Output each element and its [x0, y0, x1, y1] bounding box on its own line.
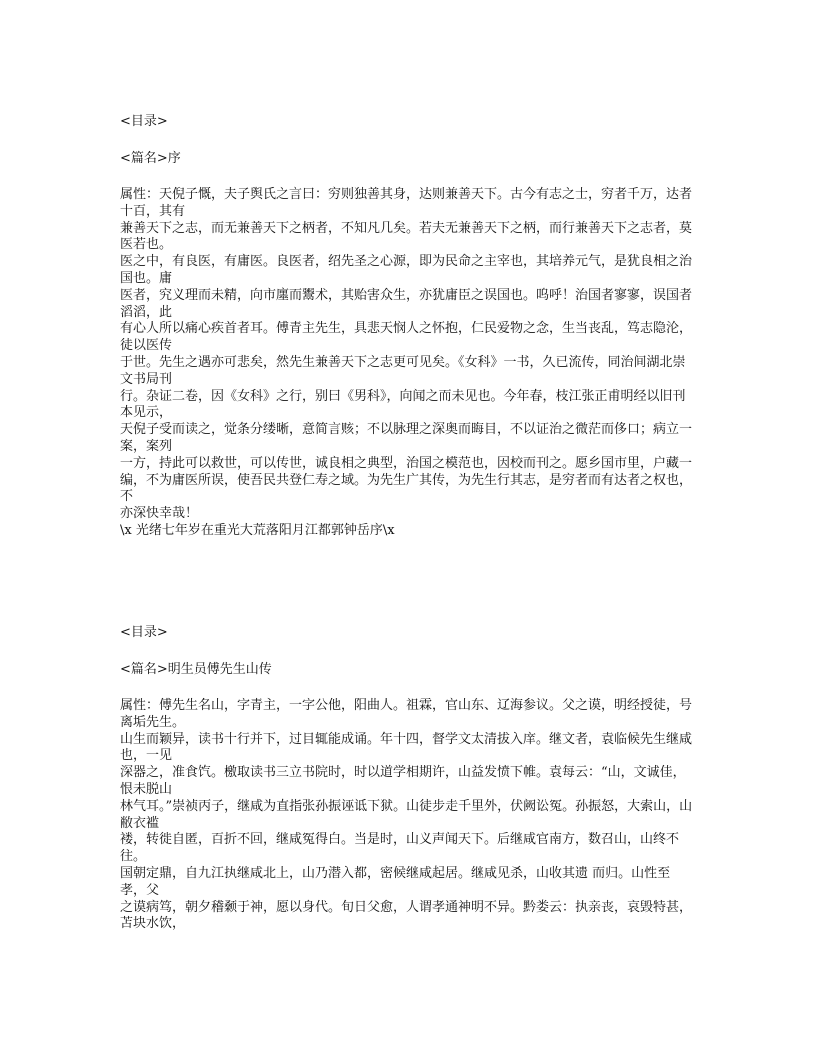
body-line: 林气耳。”崇祯丙子，继咸为直指张孙振诬诋下狱。山徒步走千里外，伏阙讼冤。孙振怒，大索山，山敝衣褴 [120, 798, 693, 831]
body-line: 医者，究义理而未精，向市廛而鬻术，其贻害众生，亦犹庸臣之误国也。呜呼！治国者寥寥，误国者滔滔，此 [120, 287, 693, 320]
body-line: 国朝定鼎，自九江执继咸北上，山乃潜入都，密候继咸起居。继咸见杀，山收其遗 而归。山性至孝，父 [120, 865, 671, 898]
body-line: 于世。先生之遇亦可悲矣，然先生兼善天下之志更可见矣。《女科》一书，久已流传，同治间湖北崇文书局刊 [120, 354, 686, 387]
body-line: 属性：傅先生名山，字青主，一字公他，阳曲人。祖霖，官山东、辽海参议。父之谟，明经授徒，号离垢先生。 [120, 698, 693, 730]
section-title: <篇名>明生员傅先生山传 [120, 662, 272, 677]
body-line: 一方，持此可以救世，可以传世，诚良相之典型，治国之模范也，因校而刊之。愿乡国市里，户藏一编，不为庸医所误，使吾民共登仁寿之域。为先生广其传，为先生行其志，是穷者而有达者之权也，不 [120, 455, 693, 505]
section-title: <篇名>序 [120, 151, 181, 166]
body-line: 医之中，有良医，有庸医。良医者，绍先圣之心源，即为民命之主宰也，其培养元气，是犹良相之治国也。庸 [120, 254, 693, 286]
body-line: 之谟病笃，朝夕稽颡于神，愿以身代。旬日父愈，人谓孝通神明不异。黔娄云：执亲丧，哀毁特甚，苫块水饮， [120, 899, 693, 932]
body-line: 深器之，准食饩。檄取读书三立书院时，时以道学相期许，山益发愤下帷。袁每云：“山，文诚佳，恨未脱山 [120, 765, 686, 797]
body-line: 行。杂证二卷，因《女科》之行，别曰《男科》，向闻之而未见也。今年春，枝江张正甫明经以旧刊本见示， [120, 388, 686, 421]
body-line: 有心人所以痛心疾首者耳。傅青主先生，具悲天悯人之怀抱，仁民爱物之念，生当丧乱，笃志隐沦，徒以医传 [120, 321, 693, 354]
section-body [120, 698, 696, 933]
body-line: 属性：天倪子慨，夫子舆氏之言曰：穷则独善其身，达则兼善天下。古今有志之士，穷者千万，达者十百，其有 [120, 187, 693, 219]
body-line: 山生而颖异，读书十行并下，过目辄能成诵。年十四，督学文太清拔入庠。继文者，袁临候先生继咸也，一见 [120, 731, 693, 764]
body-line: 兼善天下之志，而无兼善天下之柄者，不知凡几矣。若夫无兼善天下之柄，而行兼善天下之志者，莫医若也。 [120, 220, 693, 253]
signature-line: \x 光绪七年岁在重光大荒落阳月江都郭钟岳序\x [120, 522, 395, 538]
body-line: 褛，转徙自匿，百折不回，继咸冤得白。当是时，山义声闻天下。后继咸官南方，数召山，山终不往。 [120, 832, 680, 865]
toc-label: <目录> [120, 625, 168, 640]
body-line: 亦深快幸哉！ [120, 506, 199, 522]
toc-label: <目录> [120, 114, 168, 129]
section-body [120, 187, 696, 540]
body-line: 天倪子受而读之，觉条分缕晰，意简言赅；不以脉理之深奥而晦目，不以证治之微茫而侈口；病立一案，案列 [120, 422, 693, 454]
